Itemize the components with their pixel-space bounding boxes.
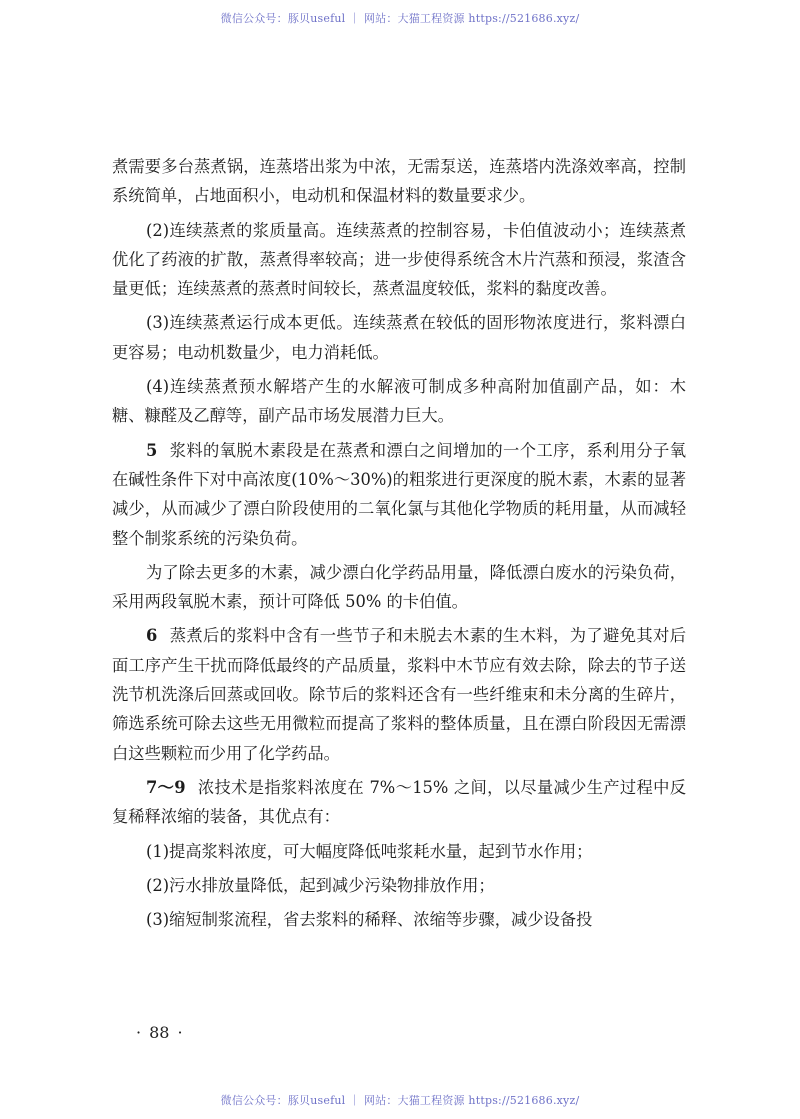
numbered-paragraph: 5 浆料的氧脱木素段是在蒸煮和漂白之间增加的一个工序，系利用分子氧在碱性条件下对中高浓度(10%～30%)的粗浆进行更深度的脱木素，木素的显著减少，从而减少了漂白阶段使用的二氧化氯与其他化学物质的耗用量，从而减轻整个制浆系统的污染负荷。 (112, 440, 686, 548)
paragraph: 为了除去更多的木素，减少漂白化学药品用量，降低漂白废水的污染负荷，采用两段氧脱木素，预计可降低 50% 的卡伯值。 (112, 562, 686, 612)
item-number: 6 (146, 626, 158, 646)
body-text (112, 152, 686, 939)
item-number: 7～9 (146, 777, 186, 797)
footer-watermark: 微信公众号：豚贝useful ｜ 网站：大猫工程资源 https://521686.xyz/ (220, 1094, 580, 1107)
page-number: · 88 · (136, 1023, 183, 1042)
numbered-paragraph: 6 蒸煮后的浆料中含有一些节子和未脱去木素的生木料，为了避免其对后面工序产生干扰而降低最终的产品质量，浆料中木节应有效去除，除去的节子送洗节机洗涤后回蒸或回收。除节后的浆料还含有一些纤维束和未分离的生碎片，筛选系统可除去这些无用微粒而提高了浆料的整体质量，且在漂白阶段因无需漂白这些颗粒而少用了化学药品。 (112, 626, 686, 763)
paragraph: 煮需要多台蒸煮锅，连蒸塔出浆为中浓，无需泵送，连蒸塔内洗涤效率高，控制系统简单，占地面积小，电动机和保温材料的数量要求少。 (112, 157, 686, 206)
paragraph: (1)提高浆料浓度，可大幅度降低吨浆耗水量，起到节水作用； (146, 841, 593, 861)
item-number: 5 (146, 440, 158, 460)
paragraph: (3)缩短制浆流程，省去浆料的稀释、浓缩等步骤，减少设备投 (146, 910, 593, 930)
paragraph: (2)连续蒸煮的浆质量高。连续蒸煮的控制容易，卡伯值波动小；连续蒸煮优化了药液的扩散，蒸煮得率较高；进一步使得系统含木片汽蒸和预浸，浆渣含量更低；连续蒸煮的蒸煮时间较长，蒸煮温度较低，浆料的黏度改善。 (112, 220, 686, 299)
header-watermark: 微信公众号：豚贝useful ｜ 网站：大猫工程资源 https://521686.xyz/ (220, 12, 580, 25)
paragraph: (3)连续蒸煮运行成本更低。连续蒸煮在较低的固形物浓度进行，浆料漂白更容易；电动机数量少，电力消耗低。 (112, 313, 686, 362)
paragraph: (2)污水排放量降低，起到减少污染物排放作用； (146, 875, 495, 895)
numbered-paragraph: 7～9 浓技术是指浆料浓度在 7%～15% 之间，以尽量减少生产过程中反复稀释浓缩的装备，其优点有： (112, 777, 686, 827)
paragraph: (4)连续蒸煮预水解塔产生的水解液可制成多种高附加值副产品，如：木糖、糠醛及乙醇等，副产品市场发展潜力巨大。 (112, 377, 686, 426)
